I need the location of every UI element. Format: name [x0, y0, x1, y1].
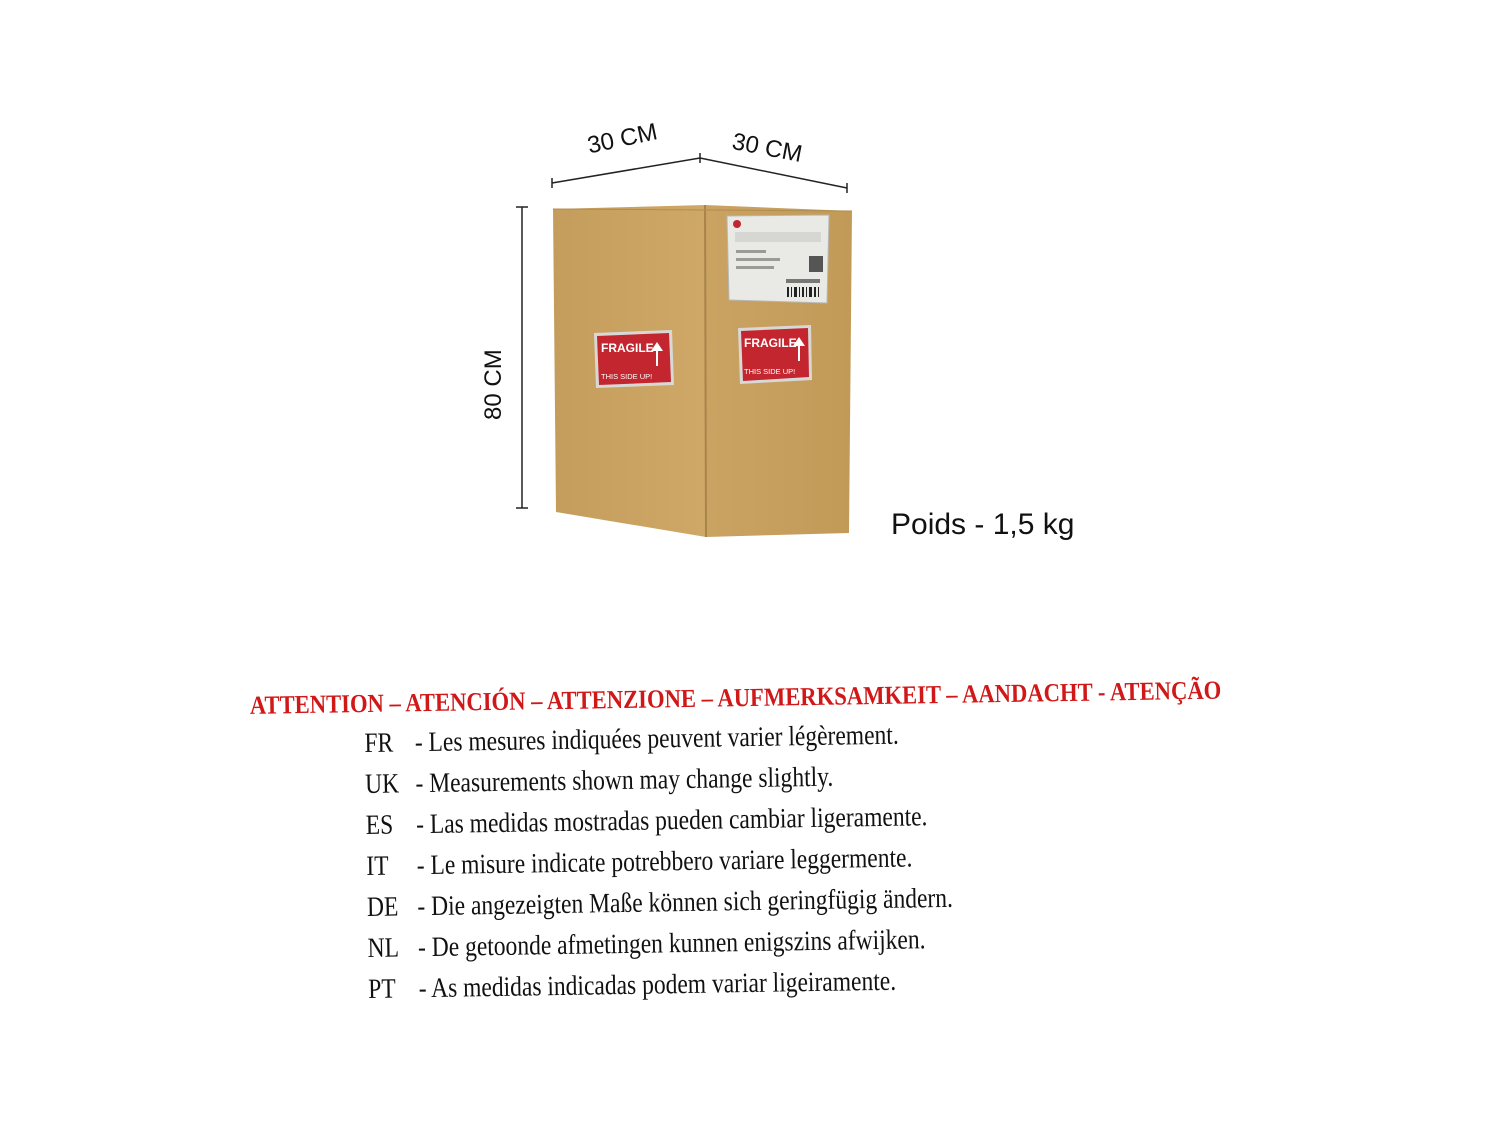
weight-label: Poids - 1,5 kg	[891, 508, 1075, 541]
notice-line-es	[365, 801, 927, 842]
height-dimension-label: 80 CM	[480, 349, 507, 420]
this-side-up-text: THIS SIDE UP!	[601, 372, 653, 381]
language-code: FR	[364, 727, 394, 760]
notice-line-de	[367, 883, 953, 924]
fragile-text: FRAGILE	[601, 341, 654, 355]
depth-dimension-label: 30 CM	[729, 128, 805, 168]
language-code: IT	[366, 850, 389, 883]
notice-line-it	[366, 842, 912, 883]
notice-line-uk	[365, 762, 834, 801]
language-code: PT	[368, 973, 396, 1006]
notice-text: - Les mesures indiquées peuvent varier légèrement.	[414, 719, 899, 759]
attention-heading: ATTENTION – ATENCIÓN – ATTENZIONE – AUFMERKSAMKEIT – AANDACHT - ATENÇÃO	[249, 675, 1222, 720]
language-code: UK	[364, 768, 400, 801]
notice-line-fr	[364, 720, 899, 760]
notice-line-nl	[367, 924, 925, 965]
language-code: NL	[367, 932, 400, 965]
notice-line-pt	[368, 966, 896, 1006]
fragile-text: FRAGILE	[744, 336, 797, 350]
notice-text: - Die angezeigten Maße können sich geringfügig ändern.	[417, 882, 954, 923]
notice-text: - De getoonde afmetingen kunnen enigszins afwijken.	[417, 924, 926, 964]
notice-text: - Las medidas mostradas pueden cambiar ligeramente.	[415, 801, 928, 841]
this-side-up-text: THIS SIDE UP!	[744, 367, 796, 376]
notice-text: - As medidas indicadas podem variar ligeiramente.	[418, 965, 897, 1005]
notice-text: - Le misure indicate potrebbero variare leggermente.	[416, 842, 913, 882]
language-code: DE	[366, 891, 399, 924]
notice-text: - Measurements shown may change slightly.	[415, 761, 834, 800]
language-code: ES	[365, 809, 394, 842]
width-dimension-label: 30 CM	[585, 118, 660, 160]
